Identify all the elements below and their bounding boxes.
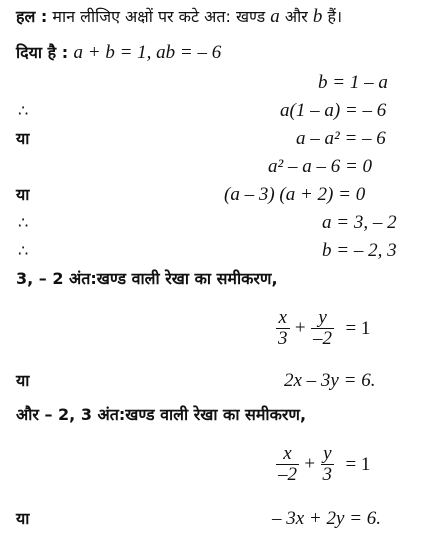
intro-text: मान लीजिए अक्षों पर कटे अत: खण्ड [52,7,266,26]
line1-heading: 3, – 2 अंत:खण्ड वाली रेखा का समीकरण, [16,269,278,288]
denominator: 3 [322,464,333,485]
given-expr: a + b = 1, ab = – 6 [73,42,222,63]
solution-intro [16,6,342,28]
line2-result: – 3x + 2y = 6. [272,508,382,529]
step-a-values: a = 3, – 2 [322,212,397,233]
denominator: –2 [313,328,333,349]
equals-one: = 1 [345,453,371,475]
and-word: और [284,7,308,26]
ya-word-4: या [16,509,30,528]
denominator: 3 [278,328,288,349]
line2-heading: और – 2, 3 अंत:खण्ड वाली रेखा का समीकरण, [16,405,307,424]
fraction-y-over-3 [321,444,335,485]
line1-intercept-equation [276,308,370,349]
fraction-x-over-minus2 [276,444,299,485]
plus-sign: + [304,453,316,475]
given-line [16,42,221,64]
step-b-expr: b = 1 – a [318,72,388,93]
fraction-x-over-3 [276,308,290,349]
step-a-expr: a(1 – a) = – 6 [280,100,387,121]
step-factored: (a – 3) (a + 2) = 0 [224,184,366,205]
therefore-symbol-1: ∴ [18,101,29,120]
line1-result: 2x – 3y = 6. [284,370,376,391]
ya-word-1: या [16,129,30,148]
numerator: x [276,444,299,465]
var-a: a [270,6,280,27]
numerator: x [276,308,290,329]
therefore-symbol-2: ∴ [18,213,29,232]
step-quadratic: a² – a – 6 = 0 [268,156,373,177]
numerator: y [321,444,335,465]
var-b: b [312,6,323,27]
fraction-y-over-minus2 [311,308,334,349]
given-label: दिया है : [16,43,69,62]
therefore-symbol-3: ∴ [18,241,29,260]
step-b-values: b = – 2, 3 [322,240,397,261]
ya-word-2: या [16,185,30,204]
equals-one: = 1 [345,317,371,339]
intro-end: हैं। [327,7,343,26]
plus-sign: + [294,317,306,339]
ya-word-3: या [16,371,30,390]
line2-intercept-equation [276,444,370,485]
numerator: y [311,308,334,329]
step-a-squared: a – a² = – 6 [296,128,386,149]
denominator: –2 [278,464,297,485]
solution-label: हल : [16,7,48,26]
